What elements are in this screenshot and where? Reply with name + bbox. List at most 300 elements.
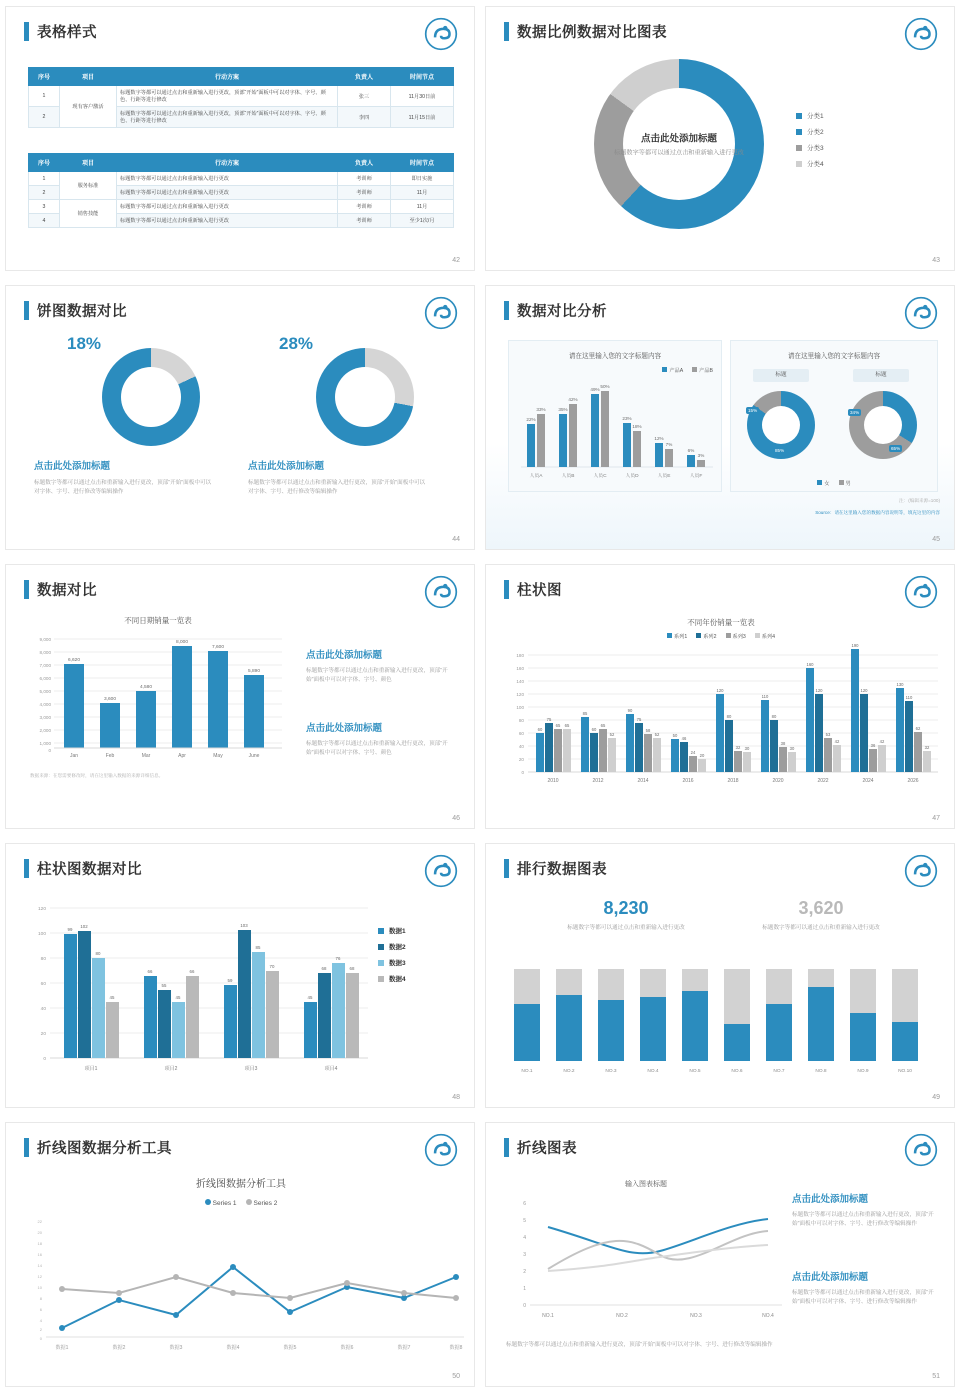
center-desc: 标题数字等都可以通过点击和重新输入进行更改 xyxy=(614,149,744,157)
slide-line-analysis xyxy=(5,1122,475,1387)
legend-item: 系列2 xyxy=(696,633,716,640)
bar-chart xyxy=(20,631,288,761)
svg-text:人员C: 人员C xyxy=(593,474,607,479)
legend-item: Series 1 xyxy=(205,1199,237,1207)
brand-logo-icon xyxy=(424,854,458,888)
legend-swatch-icon xyxy=(817,480,822,485)
svg-text:数据2: 数据2 xyxy=(112,1345,126,1351)
title-text: 数据对比 xyxy=(37,583,97,599)
svg-text:12: 12 xyxy=(37,1274,42,1279)
svg-text:8,000: 8,000 xyxy=(39,650,51,655)
page-number: 42 xyxy=(452,257,460,264)
brand-logo-icon xyxy=(904,854,938,888)
page-title xyxy=(504,579,562,600)
svg-text:50%: 50% xyxy=(600,384,610,389)
stat-value: 8,230 xyxy=(603,898,649,918)
title-text: 柱状图 xyxy=(517,583,562,599)
svg-text:NO.8: NO.8 xyxy=(815,1069,827,1074)
svg-text:4: 4 xyxy=(39,1318,42,1323)
svg-text:18: 18 xyxy=(37,1241,42,1246)
svg-text:33%: 33% xyxy=(536,407,546,412)
svg-text:NO.5: NO.5 xyxy=(689,1069,701,1074)
page-number: 45 xyxy=(932,536,940,543)
table-header-row xyxy=(29,68,454,86)
right-block-1 xyxy=(306,647,456,685)
sub-label-1: 标题 xyxy=(753,369,809,382)
page-number: 49 xyxy=(932,1094,940,1101)
page-title xyxy=(504,1137,577,1158)
table-row: 4 标题数字等都可以通过点击和重新输入进行更改 考训师 至少1次/月 xyxy=(29,214,454,228)
donut-left xyxy=(747,391,815,459)
line-chart xyxy=(16,1215,468,1355)
page-number: 43 xyxy=(932,257,940,264)
title-text: 排行数据图表 xyxy=(517,862,607,878)
card-legend xyxy=(731,480,937,487)
svg-text:80: 80 xyxy=(771,714,777,719)
legend-item: 分类4 xyxy=(796,159,824,168)
legend-swatch-icon xyxy=(378,960,384,966)
col-action: 行动方案 xyxy=(117,68,338,86)
svg-text:32: 32 xyxy=(924,745,930,750)
brand-logo-icon xyxy=(904,1133,938,1167)
grouped-bar-chart xyxy=(502,643,942,797)
legend-swatch-icon xyxy=(796,161,802,167)
svg-text:60: 60 xyxy=(40,982,46,987)
svg-text:180: 180 xyxy=(516,653,524,658)
svg-text:120: 120 xyxy=(815,688,823,693)
svg-text:76: 76 xyxy=(335,956,341,961)
svg-text:85: 85 xyxy=(255,945,261,950)
svg-text:3: 3 xyxy=(523,1252,526,1258)
legend-item: 数据1 xyxy=(378,926,406,935)
svg-text:190: 190 xyxy=(851,643,859,648)
svg-text:2: 2 xyxy=(523,1269,526,1275)
block-heading: 点击此处添加标题 xyxy=(34,461,111,472)
svg-text:32: 32 xyxy=(735,745,741,750)
block-desc: 标题数字等都可以通过点击和重新输入进行更改，顶部“开始”面板中可以对字体、字号、进行修改等编辑操作 xyxy=(248,480,426,496)
data-label: 15% xyxy=(748,408,758,413)
grouped-bar-chart xyxy=(22,900,372,1080)
slide-pie-compare xyxy=(5,285,475,550)
block-heading: 点击此处添加标题 xyxy=(792,1194,869,1205)
slide-line-chart xyxy=(485,1122,955,1387)
svg-text:3,600: 3,600 xyxy=(103,697,117,702)
svg-text:90: 90 xyxy=(627,708,633,713)
svg-text:38: 38 xyxy=(780,741,786,746)
table-one xyxy=(28,67,454,128)
legend-swatch-icon xyxy=(796,145,802,151)
svg-text:项目1: 项目1 xyxy=(84,1066,98,1072)
svg-text:6,000: 6,000 xyxy=(39,676,51,681)
svg-text:45: 45 xyxy=(175,995,181,1000)
legend-swatch-icon xyxy=(378,944,384,950)
svg-text:2024: 2024 xyxy=(862,778,874,784)
slide-compare-analysis xyxy=(485,285,955,550)
svg-text:65: 65 xyxy=(555,723,561,728)
svg-text:60: 60 xyxy=(518,731,524,736)
svg-text:NO.4: NO.4 xyxy=(647,1069,659,1074)
svg-text:140: 140 xyxy=(516,679,524,684)
title-accent-bar xyxy=(24,22,29,41)
svg-text:7,600: 7,600 xyxy=(211,645,225,650)
block-heading: 点击此处添加标题 xyxy=(792,1272,869,1283)
legend-item: 女 xyxy=(817,480,829,487)
brand-logo-icon xyxy=(904,17,938,51)
donut-card xyxy=(730,340,938,492)
legend-dot-icon xyxy=(246,1199,252,1205)
page-number: 48 xyxy=(452,1094,460,1101)
svg-text:2014: 2014 xyxy=(637,778,649,784)
legend-swatch-icon xyxy=(839,480,844,485)
donut-chart-2 xyxy=(316,348,414,446)
line-chart xyxy=(500,1193,790,1323)
legend-item: 产品B xyxy=(692,367,713,374)
title-text: 折线图表 xyxy=(517,1141,577,1157)
legend-swatch-icon xyxy=(667,633,672,638)
footnote: 标题数字等都可以通过点击和重新输入进行更改，顶部“开始”面板中可以对字体、字号、进行修改等编辑操作 xyxy=(506,1342,773,1348)
svg-text:5,000: 5,000 xyxy=(39,689,51,694)
svg-text:2,000: 2,000 xyxy=(39,728,51,733)
svg-text:46: 46 xyxy=(681,736,687,741)
svg-text:65: 65 xyxy=(600,723,606,728)
svg-text:45: 45 xyxy=(109,995,115,1000)
ranking-bar-chart xyxy=(506,969,936,1079)
svg-text:120: 120 xyxy=(37,907,46,912)
table-row: 1 现有客户激活 标题数字等都可以通过点击和重新输入进行更改，顶部“开始”面板中可以对字体、字号、颜色、行距等进行修改 张三 11月30日前 xyxy=(29,86,454,107)
slide-ratio-donut xyxy=(485,6,955,271)
brand-logo-icon xyxy=(424,296,458,330)
slide-table-styles xyxy=(5,6,475,271)
svg-text:36: 36 xyxy=(870,743,876,748)
legend-item: 数据4 xyxy=(378,974,406,983)
svg-text:9,000: 9,000 xyxy=(39,637,51,642)
svg-text:数据7: 数据7 xyxy=(397,1345,411,1351)
slide-data-compare xyxy=(5,564,475,829)
svg-text:人员F: 人员F xyxy=(689,474,703,479)
svg-text:42%: 42% xyxy=(568,397,578,402)
svg-text:3%: 3% xyxy=(697,453,705,458)
card-title: 请在这里输入您的文字标题内容 xyxy=(568,353,662,360)
bar-card xyxy=(508,340,722,492)
svg-text:102: 102 xyxy=(80,924,88,929)
svg-text:68: 68 xyxy=(349,966,355,971)
brand-logo-icon xyxy=(424,17,458,51)
svg-text:4: 4 xyxy=(523,1235,526,1241)
donut-chart xyxy=(594,59,764,229)
card-title: 请在这里输入您的文字标题内容 xyxy=(787,353,881,360)
svg-text:120: 120 xyxy=(860,688,868,693)
svg-text:7%: 7% xyxy=(665,442,673,447)
svg-text:NO.6: NO.6 xyxy=(731,1069,743,1074)
legend-item: 分类2 xyxy=(796,127,824,136)
legend-item: 分类1 xyxy=(796,111,824,120)
chart-title: 折线图数据分析工具 xyxy=(196,1179,286,1190)
block-desc: 标题数字等都可以通过点击和重新输入进行更改，顶部“开始”面板中可以对字体、字号、进行修改等编辑操作 xyxy=(792,1212,934,1228)
svg-text:NO.3: NO.3 xyxy=(690,1313,702,1319)
pie-percent-2: 28% xyxy=(278,334,314,353)
page-number: 46 xyxy=(452,815,460,822)
title-accent-bar xyxy=(24,301,29,320)
svg-text:数据8: 数据8 xyxy=(449,1345,463,1351)
legend-item: 系列4 xyxy=(755,633,775,640)
grouped-bar-chart xyxy=(509,371,721,489)
note-1: 注：(编辑来源=100) xyxy=(899,498,940,503)
svg-text:数据3: 数据3 xyxy=(169,1345,183,1351)
footnote: 数据来源：在您需要修改时，请在这里输入数据的来源详细信息。 xyxy=(30,773,164,778)
svg-text:项目4: 项目4 xyxy=(324,1066,338,1072)
svg-text:160: 160 xyxy=(806,662,814,667)
title-text: 折线图数据分析工具 xyxy=(37,1141,172,1157)
svg-text:NO.1: NO.1 xyxy=(521,1069,533,1074)
svg-text:60: 60 xyxy=(591,727,597,732)
svg-text:NO.2: NO.2 xyxy=(563,1069,575,1074)
svg-text:80: 80 xyxy=(726,714,732,719)
svg-text:2010: 2010 xyxy=(547,778,559,784)
page-title xyxy=(24,300,127,321)
col-deadline: 时间节点 xyxy=(391,68,454,86)
donut-center-label xyxy=(614,130,744,157)
svg-text:0: 0 xyxy=(523,1303,526,1309)
svg-text:23%: 23% xyxy=(622,416,632,421)
data-label: 85% xyxy=(775,448,785,453)
legend-item: 男 xyxy=(839,480,851,487)
svg-text:Jan: Jan xyxy=(69,753,79,759)
svg-text:2018: 2018 xyxy=(727,778,739,784)
svg-text:数据4: 数据4 xyxy=(226,1345,240,1351)
svg-text:42: 42 xyxy=(879,739,885,744)
page-number: 47 xyxy=(932,815,940,822)
page-number: 44 xyxy=(452,536,460,543)
stat-desc: 标题数字等都可以通过点击和重新输入进行更改 xyxy=(567,925,685,931)
brand-logo-icon xyxy=(424,575,458,609)
svg-text:12%: 12% xyxy=(654,436,664,441)
data-label: 34% xyxy=(850,410,860,415)
svg-text:75: 75 xyxy=(636,717,642,722)
svg-text:120: 120 xyxy=(516,692,524,697)
right-block-1 xyxy=(792,1191,940,1229)
svg-text:100: 100 xyxy=(37,932,46,937)
donut-chart-1 xyxy=(102,348,200,446)
block-heading: 点击此处添加标题 xyxy=(306,723,383,734)
chart-legend xyxy=(6,1199,476,1207)
title-text: 数据比例数据对比图表 xyxy=(517,25,667,41)
page-title xyxy=(504,21,667,42)
svg-text:80: 80 xyxy=(40,957,46,962)
page-title xyxy=(24,858,142,879)
sub-label-2: 标题 xyxy=(853,369,909,382)
title-accent-bar xyxy=(504,859,509,878)
svg-text:62: 62 xyxy=(915,726,921,731)
block-heading: 点击此处添加标题 xyxy=(248,461,325,472)
slide-bar-compare xyxy=(5,843,475,1108)
svg-text:NO.9: NO.9 xyxy=(857,1069,869,1074)
brand-logo-icon xyxy=(904,296,938,330)
svg-text:16: 16 xyxy=(37,1252,42,1257)
svg-text:130: 130 xyxy=(896,682,904,687)
svg-text:3,000: 3,000 xyxy=(39,715,51,720)
svg-text:53: 53 xyxy=(825,732,831,737)
legend-item: 数据2 xyxy=(378,942,406,951)
svg-text:10: 10 xyxy=(37,1285,42,1290)
legend-swatch-icon xyxy=(796,129,802,135)
svg-text:103: 103 xyxy=(240,923,248,928)
svg-text:100: 100 xyxy=(516,705,524,710)
brand-logo-icon xyxy=(424,1133,458,1167)
svg-text:50: 50 xyxy=(672,733,678,738)
legend-item: Series 2 xyxy=(246,1199,278,1207)
page-title xyxy=(24,21,97,42)
col-index: 序号 xyxy=(29,68,60,86)
legend-swatch-icon xyxy=(378,928,384,934)
svg-text:5,890: 5,890 xyxy=(247,669,261,674)
stat-block-2 xyxy=(741,898,901,933)
chart-title: 不同年份销量一览表 xyxy=(687,618,755,627)
svg-text:52: 52 xyxy=(654,732,660,737)
table-row: 2 标题数字等都可以通过点击和重新输入进行更改 考训师 11月 xyxy=(29,186,454,200)
svg-text:30: 30 xyxy=(789,746,795,751)
stat-desc: 标题数字等都可以通过点击和重新输入进行更改 xyxy=(762,925,880,931)
table-row: 2 标题数字等都可以通过点击和重新输入进行更改，顶部“开始”面板中可以对字体、字号、颜色、行距等进行修改 李四 11月15日前 xyxy=(29,107,454,128)
donut-right xyxy=(849,391,917,459)
svg-text:60: 60 xyxy=(537,727,543,732)
svg-text:人员E: 人员E xyxy=(657,474,671,479)
table-row: 1 服务标准 标题数字等都可以通过点击和重新输入进行更改 考训师 即日实施 xyxy=(29,172,454,186)
svg-text:70: 70 xyxy=(269,964,275,969)
svg-text:6: 6 xyxy=(523,1201,526,1207)
svg-text:项目3: 项目3 xyxy=(244,1066,258,1072)
svg-text:4,580: 4,580 xyxy=(139,685,153,690)
page-title xyxy=(24,1137,172,1158)
pie-block-1 xyxy=(34,458,214,497)
stat-block-1 xyxy=(546,898,706,933)
table-two xyxy=(28,153,454,228)
svg-text:120: 120 xyxy=(716,688,724,693)
svg-text:8: 8 xyxy=(39,1296,42,1301)
svg-text:55: 55 xyxy=(161,983,167,988)
title-accent-bar xyxy=(24,580,29,599)
legend-swatch-icon xyxy=(378,976,384,982)
table-row: 3 销售技能 标题数字等都可以通过点击和重新输入进行更改 考训师 11月 xyxy=(29,200,454,214)
svg-text:2020: 2020 xyxy=(772,778,784,784)
svg-text:NO.1: NO.1 xyxy=(542,1313,554,1319)
svg-text:6,620: 6,620 xyxy=(67,658,81,663)
svg-text:66: 66 xyxy=(189,969,195,974)
svg-text:6%: 6% xyxy=(687,448,695,453)
legend-item: 系列3 xyxy=(726,633,746,640)
title-accent-bar xyxy=(24,859,29,878)
svg-text:0: 0 xyxy=(48,748,51,753)
svg-text:110: 110 xyxy=(761,694,769,699)
brand-logo-icon xyxy=(904,575,938,609)
svg-text:42: 42 xyxy=(834,739,840,744)
center-title: 点击此处添加标题 xyxy=(640,133,717,145)
legend-swatch-icon xyxy=(726,633,731,638)
pie-percent-1: 18% xyxy=(66,334,102,353)
page-number: 50 xyxy=(452,1373,460,1380)
svg-text:80: 80 xyxy=(95,951,101,956)
svg-text:Mar: Mar xyxy=(141,753,151,759)
page-title xyxy=(24,579,97,600)
svg-text:2016: 2016 xyxy=(682,778,694,784)
pie-block-2 xyxy=(248,458,428,497)
svg-text:45: 45 xyxy=(307,995,313,1000)
chart-legend xyxy=(486,633,956,640)
svg-text:1: 1 xyxy=(523,1286,526,1292)
svg-text:人员B: 人员B xyxy=(561,474,575,479)
svg-text:0: 0 xyxy=(521,770,524,775)
svg-text:1,000: 1,000 xyxy=(39,741,51,746)
title-text: 饼图数据对比 xyxy=(37,304,127,320)
svg-text:June: June xyxy=(248,753,260,759)
svg-text:NO.2: NO.2 xyxy=(616,1313,628,1319)
svg-text:18%: 18% xyxy=(632,424,642,429)
svg-text:2: 2 xyxy=(39,1327,42,1332)
table-header-row: 序号 项目 行动方案 负责人 时间节点 xyxy=(29,154,454,172)
block-heading: 点击此处添加标题 xyxy=(306,650,383,661)
svg-text:24: 24 xyxy=(690,750,696,755)
page-title xyxy=(504,858,607,879)
chart-title: 不同日期销量一览表 xyxy=(124,616,192,625)
title-text: 数据对比分析 xyxy=(517,304,607,320)
svg-text:人员D: 人员D xyxy=(625,474,639,479)
svg-text:4,000: 4,000 xyxy=(39,702,51,707)
svg-text:22: 22 xyxy=(37,1219,42,1224)
data-label: 65% xyxy=(891,446,901,451)
svg-text:数据5: 数据5 xyxy=(283,1345,297,1351)
stat-value: 3,620 xyxy=(798,898,844,918)
svg-text:5: 5 xyxy=(523,1218,526,1224)
slide-ranking-chart xyxy=(485,843,955,1108)
svg-text:Apr: Apr xyxy=(178,753,186,759)
svg-text:项目2: 项目2 xyxy=(164,1066,178,1072)
svg-text:20: 20 xyxy=(40,1032,46,1037)
svg-text:20: 20 xyxy=(699,753,705,758)
svg-text:66: 66 xyxy=(147,969,153,974)
svg-text:8,000: 8,000 xyxy=(175,640,189,645)
col-project: 项目 xyxy=(60,68,117,86)
title-accent-bar xyxy=(504,301,509,320)
svg-text:58: 58 xyxy=(645,728,651,733)
block-desc: 标题数字等都可以通过点击和重新输入进行更改，顶部“开始”面板中可以对字体、字号、进行修改等编辑操作 xyxy=(34,480,212,496)
title-accent-bar xyxy=(504,1138,509,1157)
chart-legend xyxy=(378,926,406,990)
svg-text:22%: 22% xyxy=(526,417,536,422)
svg-text:75: 75 xyxy=(546,717,552,722)
svg-text:NO.10: NO.10 xyxy=(898,1069,912,1074)
page-title xyxy=(504,300,607,321)
legend-item: 产品A xyxy=(662,367,683,374)
svg-text:110: 110 xyxy=(905,695,913,700)
svg-text:160: 160 xyxy=(516,666,524,671)
svg-text:0: 0 xyxy=(43,1057,46,1062)
legend-swatch-icon xyxy=(796,113,802,119)
legend-swatch-icon xyxy=(755,633,760,638)
title-text: 表格样式 xyxy=(37,25,97,41)
svg-text:May: May xyxy=(213,753,223,759)
svg-text:65: 65 xyxy=(564,723,570,728)
right-block-2 xyxy=(306,720,456,758)
svg-text:99: 99 xyxy=(67,927,73,932)
legend-item: 分类3 xyxy=(796,143,824,152)
svg-text:80: 80 xyxy=(518,718,524,723)
svg-text:NO.7: NO.7 xyxy=(773,1069,785,1074)
slide-bar-chart xyxy=(485,564,955,829)
legend-item: 数据3 xyxy=(378,958,406,967)
page-number: 51 xyxy=(932,1373,940,1380)
note-2: Source：请在这里输入您的数据内容说明等，填充这里的内容 xyxy=(815,510,940,515)
chart-legend xyxy=(796,111,824,175)
svg-text:40: 40 xyxy=(40,1007,46,1012)
